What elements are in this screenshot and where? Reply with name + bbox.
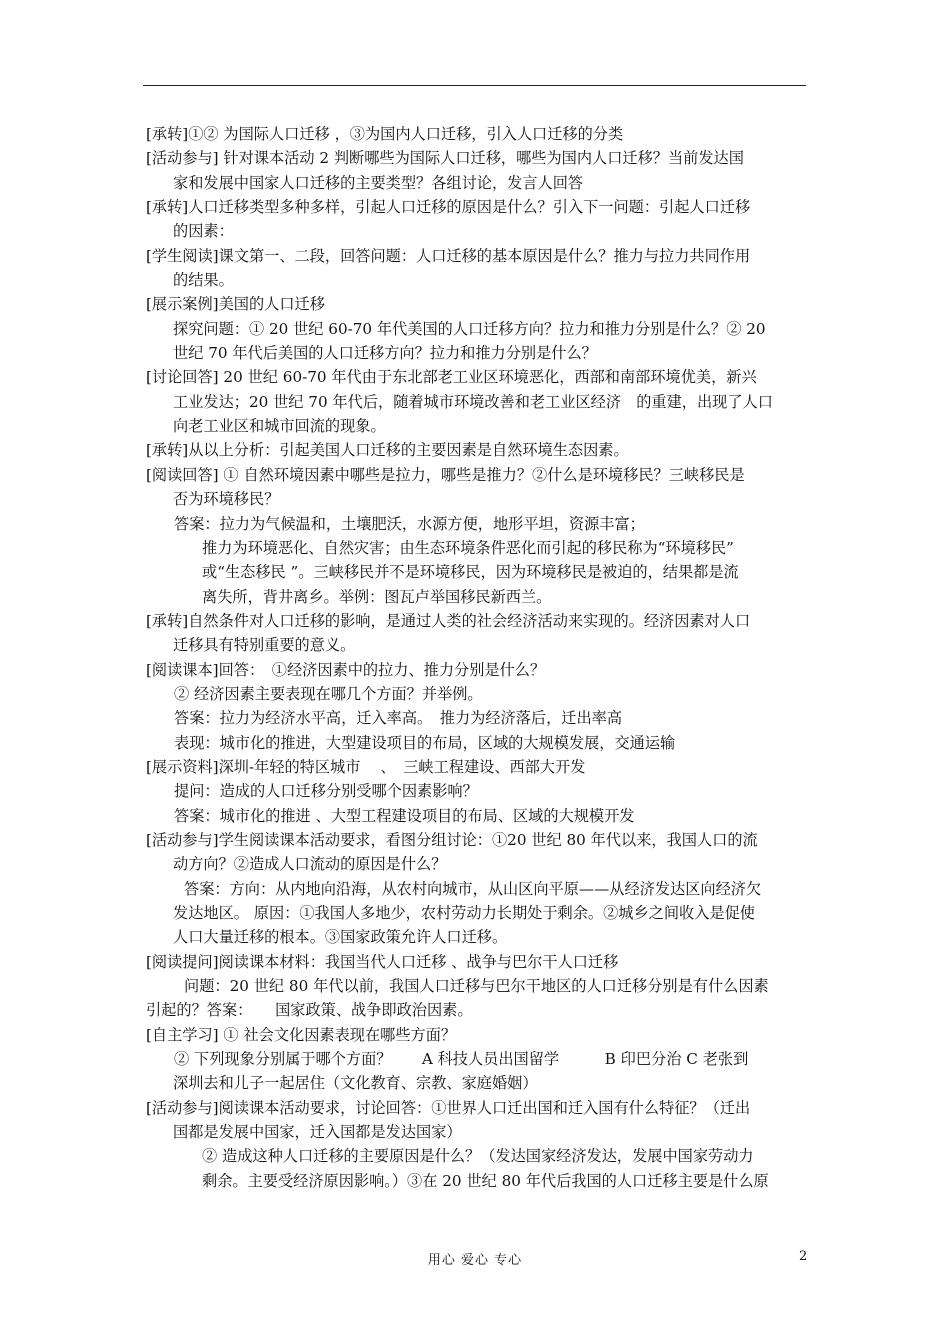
text-line: 向老工业区和城市回流的现象。 [173,417,386,436]
text-line: [承转]自然条件对人口迁移的影响，是通过人类的社会经济活动来实现的。经济因素对人口 [146,611,751,630]
text-line: 推力为环境恶化、自然灾害；由生态环境条件恶化而引起的移民称为“环境移民” [202,538,734,557]
text-line: 答案：方向：从内地向沿海，从农村向城市，从山区向平原——从经济发达区向经济欠 [184,879,762,898]
text-line: [阅读回答] ① 自然环境因素中哪些是拉力，哪些是推力？②什么是环境移民？三峡移民是 [146,465,745,484]
text-line: [承转]从以上分析：引起美国人口迁移的主要因素是自然环境生态因素。 [146,441,629,460]
text-line: 家和发展中国家人口迁移的主要类型？各组讨论，发言人回答 [173,173,584,192]
text-line: ② 造成这种人口迁移的主要原因是什么？（发达国家经济发达，发展中国家劳动力 [202,1147,754,1166]
text-line: 剩余。主要受经济原因影响。）③在 20 世纪 80 年代后我国的人口迁移主要是什么原 [202,1171,769,1190]
text-line: [学生阅读]课文第一、二段，回答问题：人口迁移的基本原因是什么？推力与拉力共同作用 [146,246,751,265]
text-line: 答案：城市化的推进 、大型工程建设项目的布局、区域的大规模开发 [174,806,635,825]
text-line: 表现：城市化的推进，大型建设项目的布局，区域的大规模发展，交通运输 [174,733,676,752]
text-line: ② 经济因素主要表现在哪几个方面？并举例。 [174,684,483,703]
text-line: 或“生态移民 ”。三峡移民并不是环境移民，因为环境移民是被迫的，结果都是流 [202,563,739,582]
text-line: [展示案例]美国的人口迁移 [146,295,325,314]
text-line: [承转]①② 为国际人口迁移 ，③为国内人口迁移，引入人口迁移的分类 [146,125,624,143]
footer-slogan: 用心 爱心 专心 [427,1253,523,1268]
text-line: [展示资料]深圳-年轻的特区城市 、 三峡工程建设、西部大开发 [146,757,586,776]
text-line: [自主学习] ① 社会文化因素表现在哪些方面？ [146,1025,457,1044]
text-line: [活动参与]学生阅读课本活动要求，看图分组讨论：①20 世纪 80 年代以来，我国人口的流 [146,830,758,849]
text-line: 国都是发展中国家，迁入国都是发达国家） [173,1123,462,1142]
header-rule [143,85,806,86]
text-line: 提问：造成的人口迁移分别受哪个因素影响？ [174,782,478,801]
text-line: [承转]人口迁移类型多种多样，引起人口迁移的原因是什么？引入下一问题：引起人口迁移 [146,198,751,217]
text-line: [阅读提问]阅读课本材料：我国当代人口迁移 、战争与巴尔干人口迁移 [146,952,619,971]
text-line: 深圳去和儿子一起居住（文化教育、宗教、家庭婚姻） [173,1074,538,1093]
text-line: 工业发达；20 世纪 70 年代后，随着城市环境改善和老工业区经济 的重建，出现了人口 [173,392,773,411]
text-line: 答案：拉力为经济水平高，迁入率高。 推力为经济落后，迁出率高 [174,709,623,728]
text-line: 引起的？答案： 国家政策、战争即政治因素。 [146,1001,473,1020]
document-body [146,122,810,1193]
text-line: 探究问题：① 20 世纪 60-70 年代美国的人口迁移方向？拉力和推力分别是什么？② 20 [173,319,766,338]
text-line: [讨论回答] 20 世纪 60-70 年代由于东北部老工业区环境恶化，西部和南部环境优美，新兴 [146,368,757,387]
text-line: ② 下列现象分别属于哪个方面？ A 科技人员出国留学 B 印巴分治 C 老张到 [174,1050,749,1069]
text-line: 离失所，背井离乡。举例：图瓦卢举国移民新西兰。 [202,587,552,606]
text-line: [活动参与] 针对课本活动 2 判断哪些为国际人口迁移，哪些为国内人口迁移？当前发达国 [146,149,744,168]
text-line: 否为环境移民？ [173,490,280,509]
text-line: [活动参与]阅读课本活动要求，讨论回答：①世界人口迁出国和迁入国有什么特征？（迁出 [146,1098,751,1117]
page-number: 2 [799,1249,808,1264]
text-line: 迁移具有特别重要的意义。 [173,636,356,655]
text-line: 动方向？②造成人口流动的原因是什么？ [173,855,447,874]
text-line: [阅读课本]回答： ①经济因素中的拉力、推力分别是什么？ [146,660,546,679]
text-line: 人口大量迁移的根本。③国家政策允许人口迁移。 [173,928,508,947]
text-line: 世纪 70 年代后美国的人口迁移方向？拉力和推力分别是什么？ [173,344,597,363]
text-line: 问题：20 世纪 80 年代以前，我国人口迁移与巴尔干地区的人口迁移分别是有什么因素 [184,977,769,996]
text-line: 的因素： [173,222,234,241]
text-line: 发达地区。 原因：①我国人多地少，农村劳动力长期处于剩余。②城乡之间收入是促使 [173,904,755,922]
text-line: 答案：拉力为气候温和，土壤肥沃，水源方便，地形平坦，资源丰富； [174,514,645,533]
text-line: 的结果。 [173,271,234,290]
